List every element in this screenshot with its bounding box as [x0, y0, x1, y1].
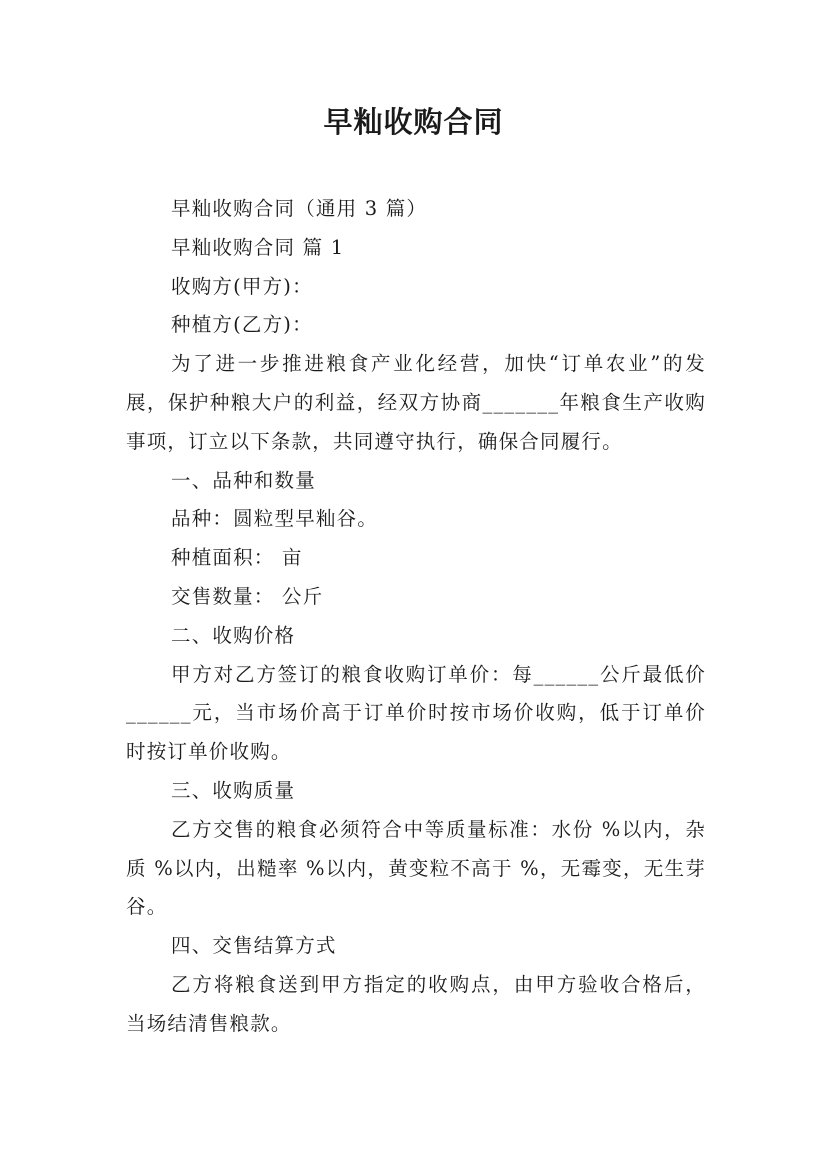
preamble-paragraph: 为了进一步推进粮食产业化经营，加快“订单农业”的发展，保护种粮大户的利益，经双方协商_______年粮食生产收购事项，订立以下条款，共同遵守执行，确保合同履行。	[126, 352, 706, 453]
clause-heading-1: 一、品种和数量	[171, 468, 316, 492]
section-heading: 早籼收购合同 篇 1	[171, 235, 345, 259]
planting-area-line: 种植面积： 亩	[171, 546, 303, 570]
document-title: 早籼收购合同	[323, 105, 504, 139]
clause-heading-4: 四、交售结算方式	[171, 934, 337, 958]
delivery-quantity-line: 交售数量： 公斤	[171, 584, 324, 608]
quality-paragraph: 乙方交售的粮食必须符合中等质量标准：水份 %以内，杂质 %以内，出糙率 %以内，黄变粒不高于 %，无霉变，无生芽谷。	[126, 817, 706, 919]
party-b-line: 种植方(乙方)：	[171, 313, 313, 337]
party-a-line: 收购方(甲方)：	[171, 274, 313, 298]
settlement-paragraph: 乙方将粮食送到甲方指定的收购点，由甲方验收合格后，当场结清售粮款。	[126, 972, 706, 1035]
clause-heading-2: 二、收购价格	[171, 623, 296, 647]
variety-line: 品种：圆粒型早籼谷。	[171, 507, 379, 531]
subtitle-line: 早籼收购合同（通用 3 篇）	[171, 197, 428, 220]
clause-heading-3: 三、收购质量	[171, 778, 296, 802]
document-body	[126, 190, 706, 1044]
price-paragraph: 甲方对乙方签订的粮食收购订单价：每______公斤最低价______元，当市场价高于订单价时按市场价收购，低于订单价时按订单价收购。	[126, 662, 706, 764]
